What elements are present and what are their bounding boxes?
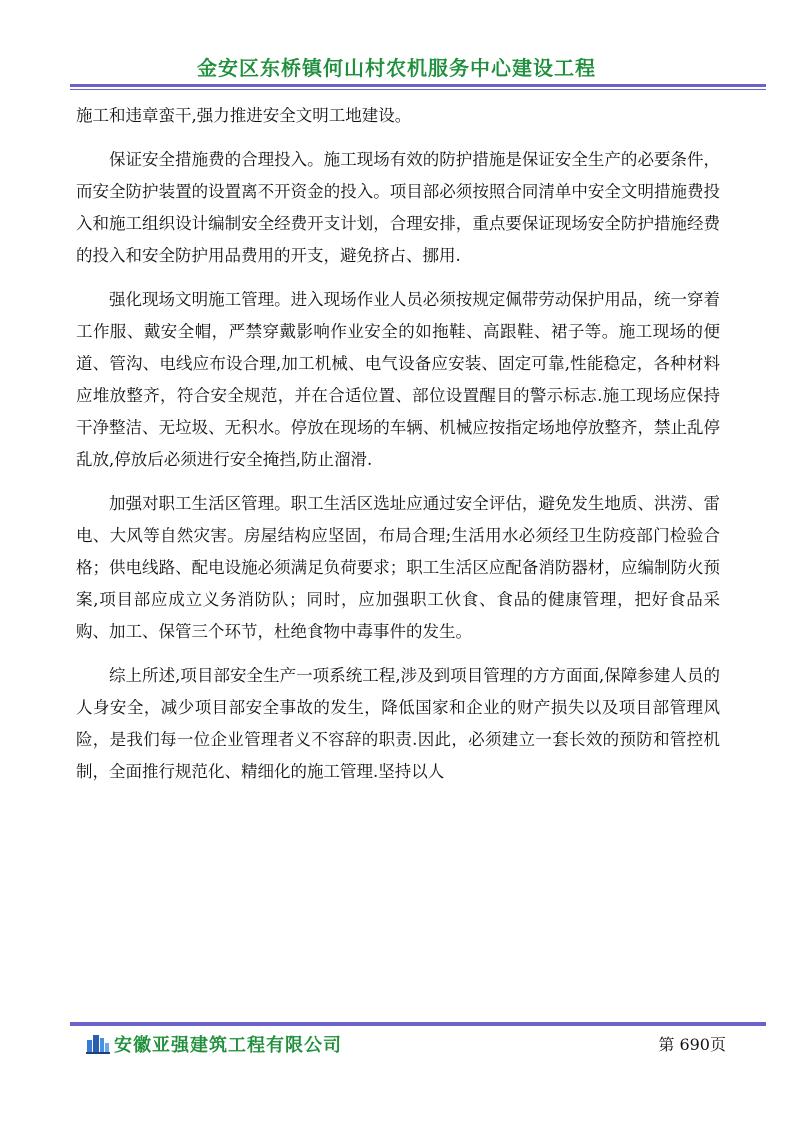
page-footer bbox=[86, 1030, 726, 1056]
paragraph-4: 加强对职工生活区管理。职工生活区选址应通过安全评估，避免发生地质、洪涝、雷电、大风等自然灾害。房屋结构应坚固，布局合理;生活用水必须经卫生防疫部门检验合格；供电线路、配电设施必须满足负荷要求；职工生活区应配备消防器材，应编制防火预案,项目部应成立义务消防队；同时，应加强职工伙食、食品的健康管理，把好食品采购、加工、保管三个环节，杜绝食物中毒事件的发生。 bbox=[76, 494, 720, 641]
document-body bbox=[76, 100, 720, 800]
footer-divider bbox=[70, 1020, 766, 1026]
paragraph-2: 保证安全措施费的合理投入。施工现场有效的防护措施是保证安全生产的必要条件，而安全防护装置的设置离不开资金的投入。项目部必须按照合同清单中安全文明措施费投入和施工组织设计编制安全经费开支计划，合理安排，重点要保证现场安全防护措施经费的投入和安全防护用品费用的开支，避免挤占、挪用. bbox=[76, 150, 720, 265]
company-name: 安徽亚强建筑工程有限公司 bbox=[114, 1035, 342, 1056]
paragraph-5: 综上所述,项目部安全生产一项系统工程,涉及到项目管理的方方面面,保障参建人员的人身安全，减少项目部安全事故的发生，降低国家和企业的财产损失以及项目部管理风险，是我们每一位企业管理者义不容辞的职责.因此，必须建立一套长效的预防和管控机制，全面推行规范化、精细化的施工管理.坚持以人 bbox=[76, 666, 720, 781]
paragraph-1: 施工和违章蛮干,强力推进安全文明工地建设。 bbox=[76, 106, 412, 125]
paragraph-3: 强化现场文明施工管理。进入现场作业人员必须按规定佩带劳动保护用品，统一穿着工作服、戴安全帽，严禁穿戴影响作业安全的如拖鞋、高跟鞋、裙子等。施工现场的便道、管沟、电线应布设合理,加工机械、电气设备应安装、固定可靠,性能稳定，各种材料应堆放整齐，符合安全规范，并在合适位置、部位设置醒目的警示标志.施工现场应保持干净整洁、无垃圾、无积水。停放在现场的车辆、机械应按指定场地停放整齐，禁止乱停乱放,停放后必须进行安全掩挡,防止溜滑. bbox=[76, 290, 720, 469]
building-logo-icon bbox=[86, 1032, 110, 1054]
header-divider bbox=[70, 84, 766, 90]
page-number: 第 690页 bbox=[658, 1035, 726, 1054]
page-header-title: 金安区东桥镇何山村农机服务中心建设工程 bbox=[197, 56, 596, 80]
